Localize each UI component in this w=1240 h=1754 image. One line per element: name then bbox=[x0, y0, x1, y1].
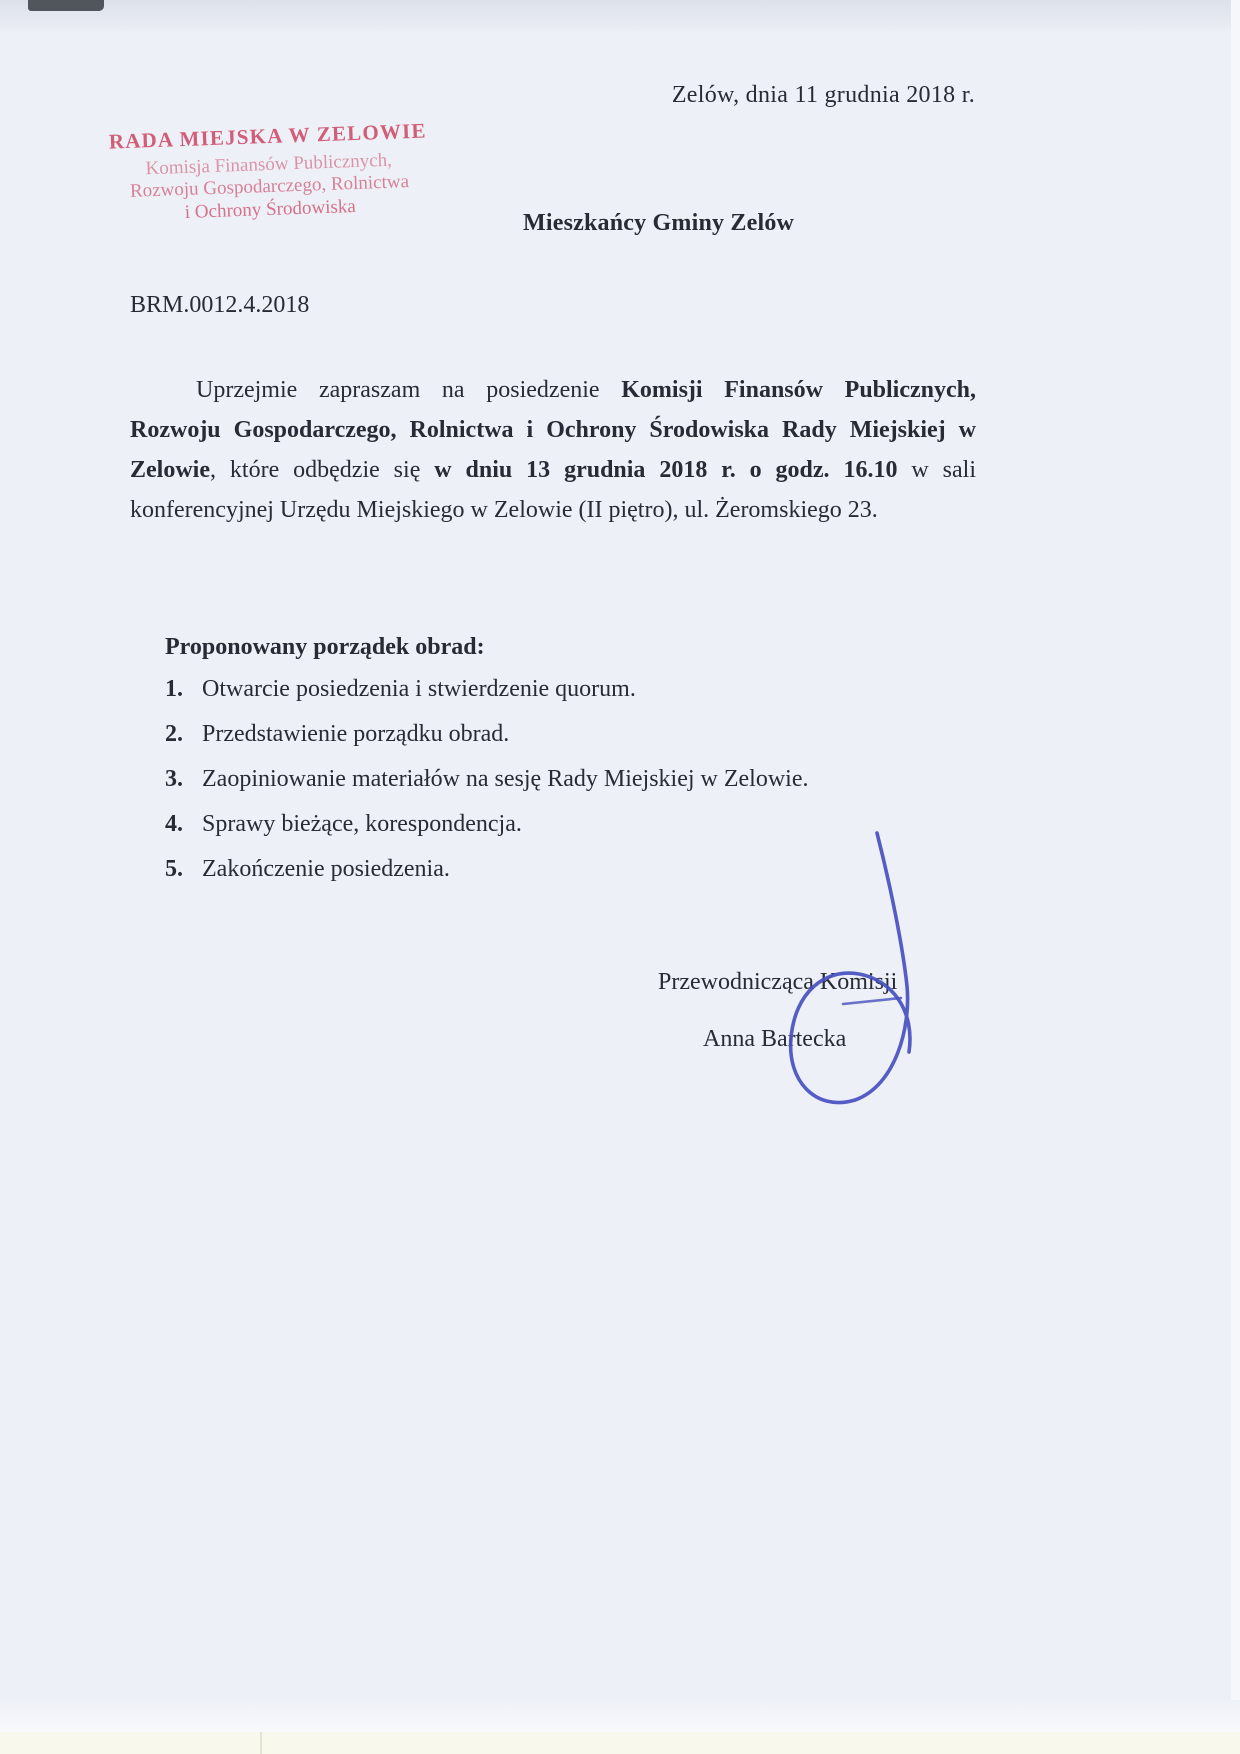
paragraph-segment: Uprzejmie zapraszam na posiedzenie bbox=[196, 377, 622, 403]
scan-corner-mark bbox=[28, 0, 104, 11]
paragraph-segment: w dniu 13 grudnia 2018 r. o godz. 16.10 bbox=[434, 457, 898, 483]
agenda-item-number: 4. bbox=[165, 811, 183, 837]
stamp-line-committee-2: Rozwoju Gospodarczego, Rolnictwa bbox=[129, 171, 410, 203]
paragraph-segment: , które odbędzie się bbox=[209, 457, 435, 483]
invitation-paragraph bbox=[130, 370, 976, 530]
stamp-line-committee-3: i Ochrony Środowiska bbox=[184, 195, 357, 223]
signatory-role: Przewodnicząca Komisji bbox=[658, 969, 898, 995]
stamp-line-council: RADA MIEJSKA W ZELOWIE bbox=[108, 118, 428, 154]
committee-stamp bbox=[102, 118, 435, 226]
signature-stroke-svg bbox=[695, 828, 955, 1128]
agenda-item-number: 3. bbox=[165, 766, 183, 792]
handwritten-signature-ink bbox=[695, 828, 955, 1128]
agenda-item-text: Otwarcie posiedzenia i stwierdzenie quorum. bbox=[202, 676, 636, 702]
agenda-item-text: Zaopiniowanie materiałów na sesję Rady Miejskiej w Zelowie. bbox=[202, 766, 809, 792]
scan-bottom-edge bbox=[0, 1732, 1240, 1754]
recipient-heading: Mieszkańcy Gminy Zelów bbox=[523, 210, 795, 236]
agenda-item bbox=[165, 676, 809, 721]
date-line: Zelów, dnia 11 grudnia 2018 r. bbox=[671, 82, 975, 108]
scan-top-band bbox=[0, 0, 1240, 34]
agenda-item bbox=[165, 766, 809, 811]
agenda-item-text: Sprawy bieżące, korespondencja. bbox=[202, 811, 522, 837]
agenda-item-text: Zakończenie posiedzenia. bbox=[202, 856, 450, 882]
scan-bottom-band bbox=[0, 1700, 1240, 1732]
agenda-item-number: 1. bbox=[165, 676, 183, 702]
agenda-heading: Proponowany porządek obrad: bbox=[165, 634, 485, 660]
signatory-name: Anna Bartecka bbox=[703, 1026, 847, 1052]
reference-number: BRM.0012.4.2018 bbox=[130, 292, 310, 318]
scan-right-edge bbox=[1231, 0, 1240, 1754]
agenda-item bbox=[165, 721, 809, 766]
agenda-item-number: 2. bbox=[165, 721, 183, 747]
paragraph-segment: Komisji Finansów Publicznych, Rozwoju Gospodarczego, Rolnictwa i Ochrony Środowiska Rady Miejskiej w Zelowie bbox=[130, 377, 976, 483]
scan-bottom-crease bbox=[260, 1732, 262, 1754]
agenda-item-text: Przedstawienie porządku obrad. bbox=[202, 721, 510, 747]
paragraph-segment: w sali konferencyjnej Urzędu Miejskiego w Zelowie (II piętro), ul. Żeromskiego 23. bbox=[130, 457, 976, 523]
stamp-line-committee-1: Komisja Finansów Publicznych, bbox=[145, 149, 393, 180]
agenda-item-number: 5. bbox=[165, 856, 183, 882]
